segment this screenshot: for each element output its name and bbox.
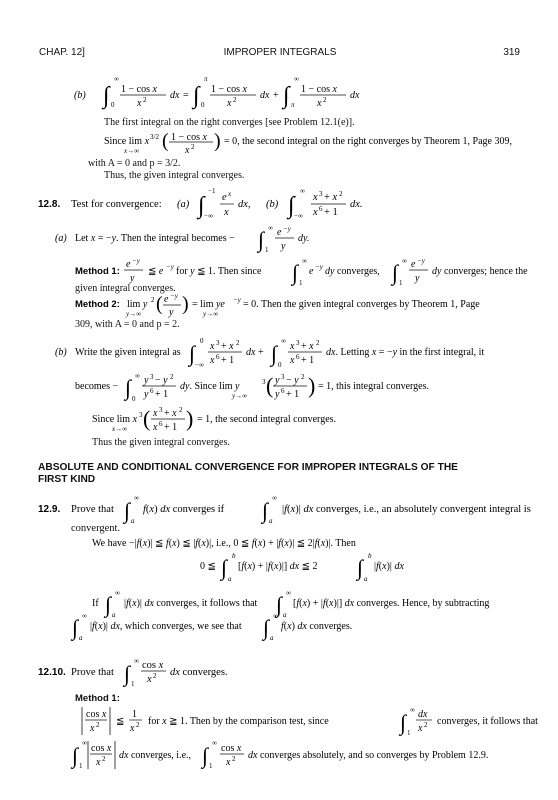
svg-text:x: x bbox=[226, 757, 231, 768]
svg-text:1 − cos x: 1 − cos x bbox=[211, 84, 247, 95]
svg-text:2: 2 bbox=[339, 190, 343, 198]
part-b-label: (b) bbox=[74, 90, 86, 101]
svg-text:): ) bbox=[182, 293, 189, 315]
svg-text:x: x bbox=[130, 723, 135, 734]
svg-text:1: 1 bbox=[131, 680, 135, 688]
svg-text:3: 3 bbox=[281, 373, 285, 381]
svg-text:−y: −y bbox=[166, 263, 174, 271]
svg-text:∫: ∫ bbox=[263, 615, 270, 640]
svg-text:y→∞: y→∞ bbox=[203, 310, 219, 318]
svg-text:y: y bbox=[130, 273, 135, 284]
svg-text:∫: ∫ bbox=[283, 83, 290, 109]
svg-text:b: b bbox=[232, 552, 236, 560]
svg-text:y: y bbox=[415, 273, 420, 284]
svg-text:1: 1 bbox=[407, 729, 411, 737]
svg-text:2: 2 bbox=[232, 755, 236, 763]
svg-text:x: x bbox=[313, 192, 318, 203]
svg-text:x: x bbox=[137, 98, 142, 109]
svg-text:e: e bbox=[222, 192, 227, 203]
svg-text:(a): (a) bbox=[177, 199, 190, 210]
svg-text:1 − cos x: 1 − cos x bbox=[171, 132, 207, 143]
problem-12-10-method-1: Method 1: bbox=[75, 693, 120, 704]
svg-text:∞: ∞ bbox=[302, 257, 307, 265]
svg-text:x: x bbox=[153, 408, 158, 419]
method-1-block bbox=[0, 256, 558, 286]
svg-text:1 − cos x: 1 − cos x bbox=[301, 84, 337, 95]
svg-text:x: x bbox=[418, 723, 423, 734]
svg-text:a: a bbox=[270, 634, 274, 641]
svg-text:−y: −y bbox=[233, 296, 241, 304]
svg-text:dy.: dy. bbox=[298, 233, 310, 244]
svg-text:6: 6 bbox=[319, 205, 323, 213]
svg-text:Prove that: Prove that bbox=[71, 667, 114, 678]
svg-text:= 1, the second integral conve: = 1, the second integral converges. bbox=[197, 414, 337, 425]
svg-text:2: 2 bbox=[102, 755, 106, 763]
svg-text:y: y bbox=[144, 389, 149, 400]
svg-text:∫: ∫ bbox=[288, 193, 295, 219]
problem-12-8-statement bbox=[0, 186, 558, 222]
svg-text:0 ≦: 0 ≦ bbox=[200, 561, 216, 572]
svg-text:Since lim x: Since lim x bbox=[104, 136, 150, 147]
svg-text:(: ( bbox=[162, 130, 169, 152]
svg-text:6: 6 bbox=[216, 353, 220, 361]
problem-12-9-number: 12.9. bbox=[38, 504, 61, 515]
svg-text:+ 1: + 1 bbox=[221, 355, 235, 366]
svg-text:∫: ∫ bbox=[221, 555, 228, 580]
part-b-line-3: with A = 0 and p = 3/2. bbox=[88, 158, 181, 169]
svg-text:−∞: −∞ bbox=[294, 212, 303, 220]
svg-text:∫: ∫ bbox=[105, 592, 112, 617]
svg-text:3: 3 bbox=[150, 373, 154, 381]
svg-text:dx: dx bbox=[350, 90, 360, 101]
svg-text:a: a bbox=[283, 611, 287, 618]
svg-text:2: 2 bbox=[233, 96, 237, 104]
svg-text:∫: ∫ bbox=[198, 193, 205, 219]
problem-12-8-b-line bbox=[0, 334, 558, 370]
svg-text:1: 1 bbox=[299, 279, 303, 286]
svg-text:): ) bbox=[186, 406, 194, 431]
svg-text:Prove that: Prove that bbox=[71, 504, 114, 515]
svg-text:e: e bbox=[309, 266, 314, 277]
svg-text:y: y bbox=[275, 375, 280, 386]
svg-text:x: x bbox=[96, 757, 101, 768]
svg-text:y: y bbox=[281, 241, 286, 252]
svg-text:− y: − y bbox=[155, 375, 168, 386]
svg-text:−y: −y bbox=[417, 257, 425, 265]
running-head-title: IMPROPER INTEGRALS bbox=[223, 47, 337, 58]
svg-text:6: 6 bbox=[159, 420, 163, 428]
svg-text:2: 2 bbox=[170, 373, 174, 381]
svg-text:dx.: dx. bbox=[350, 199, 363, 210]
svg-text:converges, it follows that: converges, it follows that bbox=[437, 716, 538, 727]
svg-text:2: 2 bbox=[424, 721, 428, 729]
part-b-line-1: The first integral on the right converges [see Problem 12.1(e)]. bbox=[104, 117, 355, 128]
svg-text:x: x bbox=[153, 422, 158, 433]
svg-text:∫: ∫ bbox=[262, 498, 269, 523]
part-b-equation bbox=[0, 72, 558, 112]
svg-text:∫: ∫ bbox=[202, 743, 209, 768]
svg-text:Test for convergence:: Test for convergence: bbox=[71, 199, 162, 210]
svg-text:(b): (b) bbox=[266, 199, 279, 210]
svg-text:∞: ∞ bbox=[212, 739, 217, 747]
svg-text:∞: ∞ bbox=[135, 372, 140, 380]
svg-text:+ x: + x bbox=[164, 408, 177, 419]
svg-text:[f(x) + |f(x)|] dx converges.: [f(x) + |f(x)|] dx converges. Hence, by subtracting bbox=[293, 598, 490, 609]
svg-text:− y: − y bbox=[286, 375, 299, 386]
svg-text:∞: ∞ bbox=[402, 257, 407, 265]
svg-text:a: a bbox=[364, 575, 368, 582]
svg-text:x→∞: x→∞ bbox=[124, 147, 140, 155]
svg-text:∞: ∞ bbox=[273, 613, 278, 620]
method-2-block bbox=[0, 292, 558, 322]
svg-text:0: 0 bbox=[200, 337, 204, 345]
svg-text:∫: ∫ bbox=[124, 661, 131, 686]
svg-text:1: 1 bbox=[265, 246, 269, 253]
svg-text:|f(x)| dx converges, i.e., an: |f(x)| dx converges, i.e., an absolutely convergent integral is bbox=[282, 504, 531, 515]
svg-text:∞: ∞ bbox=[268, 225, 273, 232]
svg-text:x: x bbox=[224, 207, 229, 218]
svg-text:+ 1: + 1 bbox=[164, 422, 178, 433]
svg-text:∞: ∞ bbox=[134, 494, 139, 502]
svg-text:3: 3 bbox=[319, 190, 323, 198]
svg-text:1: 1 bbox=[399, 279, 403, 286]
svg-text:): ) bbox=[214, 130, 221, 152]
svg-text:b: b bbox=[368, 552, 372, 560]
part-b-line-4: Thus, the given integral converges. bbox=[104, 170, 245, 181]
svg-text:3: 3 bbox=[296, 339, 300, 347]
svg-text:y: y bbox=[275, 389, 280, 400]
svg-text:dx,: dx, bbox=[238, 199, 251, 210]
svg-text:+: + bbox=[273, 90, 279, 101]
svg-text:1: 1 bbox=[132, 709, 137, 720]
section-title-line-2: FIRST KIND bbox=[38, 474, 96, 485]
svg-text:dx: dx bbox=[170, 90, 180, 101]
svg-text:= 0. Then the given integral: = 0. Then the given integral converges by Theorem 1, Page bbox=[243, 299, 480, 310]
svg-text:2: 2 bbox=[236, 339, 240, 347]
svg-text:2: 2 bbox=[301, 373, 305, 381]
svg-text:2: 2 bbox=[96, 721, 100, 729]
svg-text:x: x bbox=[228, 190, 232, 198]
svg-text:a: a bbox=[269, 517, 273, 524]
svg-text:0: 0 bbox=[132, 395, 136, 403]
svg-text:+ 1: + 1 bbox=[301, 355, 315, 366]
svg-text:1 − cos x: 1 − cos x bbox=[121, 84, 157, 95]
svg-text:(: ( bbox=[156, 293, 163, 315]
svg-text:2: 2 bbox=[151, 296, 155, 304]
svg-text:f(x) dx converges.: f(x) dx converges. bbox=[281, 621, 353, 632]
svg-text:(a): (a) bbox=[55, 233, 67, 244]
svg-text:= 1, this integral converges.: = 1, this integral converges. bbox=[318, 381, 429, 392]
svg-text:≦ e: ≦ e bbox=[148, 266, 164, 277]
svg-text:y: y bbox=[144, 375, 149, 386]
svg-text:∫: ∫ bbox=[276, 592, 283, 617]
svg-text:+ x: + x bbox=[301, 341, 314, 352]
problem-12-8-b-since bbox=[0, 404, 558, 436]
svg-text:x: x bbox=[313, 207, 318, 218]
problem-12-8-number: 12.8. bbox=[38, 199, 61, 210]
svg-text:x: x bbox=[227, 98, 232, 109]
svg-text:dy converges; hence the: dy converges; hence the bbox=[432, 266, 528, 277]
svg-text:∞: ∞ bbox=[300, 187, 305, 195]
problem-12-8-b-becomes bbox=[0, 370, 558, 404]
problem-12-8-a-line bbox=[0, 225, 558, 253]
svg-text:∞: ∞ bbox=[82, 739, 87, 747]
svg-text:for y ≦ 1. Then since: for y ≦ 1. Then since bbox=[176, 266, 262, 277]
method-1-cont: given integral converges. bbox=[75, 283, 176, 294]
svg-text:We have −|f(x)| ≦ f(x) ≦ |f(x): We have −|f(x)| ≦ f(x) ≦ |f(x)|, i.e., 0 ≦ f(x) + |f(x)| ≦ 2|f(x)|. Then bbox=[92, 538, 356, 549]
svg-text:0: 0 bbox=[201, 101, 205, 109]
svg-text:∫: ∫ bbox=[292, 260, 299, 285]
svg-text:2: 2 bbox=[316, 339, 320, 347]
svg-text:∞: ∞ bbox=[82, 613, 87, 620]
svg-text:∞: ∞ bbox=[134, 657, 139, 665]
svg-text:2: 2 bbox=[323, 96, 327, 104]
part-b-since-line bbox=[0, 128, 558, 158]
svg-text:= 0, the second integral on th: = 0, the second integral on the right converges by Theorem 1, Page 309, bbox=[224, 136, 512, 147]
svg-text:−y: −y bbox=[170, 292, 178, 300]
problem-12-8-b-thus: Thus the given integral converges. bbox=[92, 437, 230, 448]
svg-text:x: x bbox=[290, 355, 295, 366]
svg-text:∫: ∫ bbox=[103, 83, 110, 109]
svg-text:+ 1: + 1 bbox=[286, 389, 300, 400]
problem-12-9-statement bbox=[0, 490, 558, 524]
svg-text:−y: −y bbox=[283, 225, 291, 233]
svg-text:(b): (b) bbox=[55, 347, 67, 358]
problem-12-10-line-2 bbox=[0, 738, 558, 772]
svg-text:y→∞: y→∞ bbox=[126, 310, 142, 318]
svg-text:6: 6 bbox=[150, 387, 154, 395]
svg-text:2: 2 bbox=[143, 96, 147, 104]
svg-text:dx converges, i.e.,: dx converges, i.e., bbox=[119, 750, 192, 761]
svg-text:a: a bbox=[228, 575, 232, 582]
svg-text:becomes −: becomes − bbox=[75, 381, 119, 392]
svg-text:∫: ∫ bbox=[124, 498, 131, 523]
problem-12-9-line-1 bbox=[0, 535, 558, 551]
method-2-label: Method 2: bbox=[75, 299, 120, 310]
svg-text:f(x) dx converges if: f(x) dx converges if bbox=[143, 504, 225, 515]
svg-text:π: π bbox=[291, 101, 295, 109]
svg-text:cos x: cos x bbox=[142, 660, 164, 671]
svg-text:x: x bbox=[147, 674, 152, 685]
svg-text:If: If bbox=[92, 598, 99, 609]
method-1-label: Method 1: bbox=[75, 266, 120, 277]
svg-text:e: e bbox=[126, 259, 131, 270]
svg-text:Write the given integral as: Write the given integral as bbox=[75, 347, 181, 358]
svg-text:∞: ∞ bbox=[114, 75, 119, 83]
svg-text:∫: ∫ bbox=[193, 83, 200, 109]
svg-text:dx converges.: dx converges. bbox=[170, 667, 228, 678]
svg-text:1: 1 bbox=[209, 762, 213, 770]
svg-text:(: ( bbox=[143, 406, 151, 431]
svg-text:x→∞: x→∞ bbox=[112, 425, 128, 433]
svg-text:): ) bbox=[308, 373, 316, 398]
svg-text:∫: ∫ bbox=[400, 710, 407, 735]
svg-text:≦: ≦ bbox=[116, 716, 125, 727]
svg-text:e: e bbox=[411, 259, 416, 270]
problem-12-10-number: 12.10. bbox=[38, 667, 66, 678]
problem-12-9-line-3 bbox=[0, 613, 558, 641]
svg-text:e: e bbox=[164, 294, 169, 305]
problem-12-10-statement bbox=[0, 654, 558, 688]
svg-text:[f(x) + |f(x)|] dx ≦ 2: [f(x) + |f(x)|] dx ≦ 2 bbox=[238, 561, 318, 572]
svg-text:a: a bbox=[79, 634, 83, 641]
svg-text:6: 6 bbox=[281, 387, 285, 395]
svg-text:y: y bbox=[169, 307, 174, 318]
svg-text:∫: ∫ bbox=[125, 375, 132, 400]
svg-text:1: 1 bbox=[79, 762, 83, 770]
svg-text:∫: ∫ bbox=[392, 260, 399, 285]
problem-12-9-display bbox=[0, 552, 558, 582]
svg-text:dx: dx bbox=[418, 709, 428, 720]
svg-text:=: = bbox=[183, 90, 189, 101]
svg-text:x: x bbox=[290, 341, 295, 352]
svg-text:|f(x)| dx: |f(x)| dx bbox=[374, 561, 404, 572]
svg-text:3: 3 bbox=[216, 339, 220, 347]
svg-text:∞: ∞ bbox=[410, 706, 415, 714]
svg-text:x: x bbox=[210, 341, 215, 352]
svg-text:∫: ∫ bbox=[72, 743, 79, 768]
problem-12-10-line-1 bbox=[0, 704, 558, 738]
svg-text:e: e bbox=[277, 227, 282, 238]
section-title-line-1: ABSOLUTE AND CONDITIONAL CONVERGENCE FOR IMPROPER INTEGRALS OF THE bbox=[38, 462, 458, 473]
svg-text:dx: dx bbox=[260, 90, 270, 101]
svg-text:∞: ∞ bbox=[281, 337, 286, 345]
svg-text:+ x: + x bbox=[221, 341, 234, 352]
running-head-chapter: CHAP. 12] bbox=[39, 47, 85, 58]
svg-text:2: 2 bbox=[191, 143, 195, 151]
svg-text:∞: ∞ bbox=[294, 75, 299, 83]
svg-text:3/2: 3/2 bbox=[150, 133, 159, 141]
svg-text:+ 1: + 1 bbox=[155, 389, 169, 400]
svg-text:+ x: + x bbox=[324, 192, 338, 203]
svg-text:a: a bbox=[131, 517, 135, 524]
method-2-cont: 309, with A = 0 and p = 2. bbox=[75, 319, 180, 330]
svg-text:2: 2 bbox=[153, 672, 157, 680]
svg-text:∫: ∫ bbox=[258, 227, 265, 252]
svg-text:cos x: cos x bbox=[86, 709, 107, 720]
svg-text:2: 2 bbox=[136, 721, 140, 729]
svg-text:∫: ∫ bbox=[271, 341, 278, 366]
svg-text:cos x: cos x bbox=[221, 743, 242, 754]
svg-text:−y: −y bbox=[132, 257, 140, 265]
svg-text:x: x bbox=[210, 355, 215, 366]
svg-text:−1: −1 bbox=[208, 187, 216, 195]
svg-text:0: 0 bbox=[111, 101, 115, 109]
svg-text:|f(x)| dx, which converges, we: |f(x)| dx, which converges, we see that bbox=[90, 621, 242, 632]
svg-text:∞: ∞ bbox=[115, 589, 120, 597]
svg-text:3: 3 bbox=[262, 378, 266, 386]
svg-text:6: 6 bbox=[296, 353, 300, 361]
svg-text:Since lim x: Since lim x bbox=[92, 414, 138, 425]
svg-text:|f(x)| dx converges, it follow: |f(x)| dx converges, it follows that bbox=[124, 598, 258, 609]
svg-text:x: x bbox=[317, 98, 322, 109]
svg-text:+ 1: + 1 bbox=[324, 207, 338, 218]
svg-text:0: 0 bbox=[278, 361, 282, 369]
svg-text:∞: ∞ bbox=[272, 494, 277, 502]
svg-text:3: 3 bbox=[159, 406, 163, 414]
svg-text:2: 2 bbox=[179, 406, 183, 414]
svg-text:cos x: cos x bbox=[91, 743, 112, 754]
svg-text:∫: ∫ bbox=[72, 615, 79, 640]
svg-text:dy converges,: dy converges, bbox=[325, 266, 380, 277]
svg-text:x: x bbox=[185, 145, 190, 156]
svg-text:Let x = −y. Then the integra: Let x = −y. Then the integral becomes − bbox=[75, 233, 235, 244]
svg-text:dx converges absolutely, and s: dx converges absolutely, and so converges by Problem 12.9. bbox=[248, 750, 489, 761]
svg-text:y→∞: y→∞ bbox=[232, 392, 248, 400]
problem-12-9-cont: convergent. bbox=[71, 523, 121, 534]
svg-text:lim y: lim y bbox=[127, 299, 148, 310]
svg-text:3: 3 bbox=[139, 411, 143, 419]
page-number: 319 bbox=[503, 47, 520, 58]
svg-text:∞: ∞ bbox=[286, 589, 291, 597]
svg-text:x: x bbox=[90, 723, 95, 734]
svg-text:dx +: dx + bbox=[246, 347, 264, 358]
svg-text:∫: ∫ bbox=[357, 555, 364, 580]
svg-text:dx. Letting x = −y in the fi: dx. Letting x = −y in the first integral, it bbox=[326, 347, 485, 358]
svg-text:for x ≧ 1. Then by the co: for x ≧ 1. Then by the comparison test, since bbox=[148, 716, 329, 727]
svg-text:−∞: −∞ bbox=[195, 361, 204, 369]
svg-text:∫: ∫ bbox=[189, 341, 196, 366]
svg-text:π: π bbox=[204, 75, 208, 83]
svg-text:−y: −y bbox=[315, 263, 323, 271]
svg-text:dy. Since lim y: dy. Since lim y bbox=[180, 381, 240, 392]
svg-text:−∞: −∞ bbox=[204, 212, 213, 220]
svg-text:(: ( bbox=[266, 373, 274, 398]
svg-text:a: a bbox=[112, 611, 116, 618]
svg-text:= lim ye: = lim ye bbox=[192, 299, 225, 310]
